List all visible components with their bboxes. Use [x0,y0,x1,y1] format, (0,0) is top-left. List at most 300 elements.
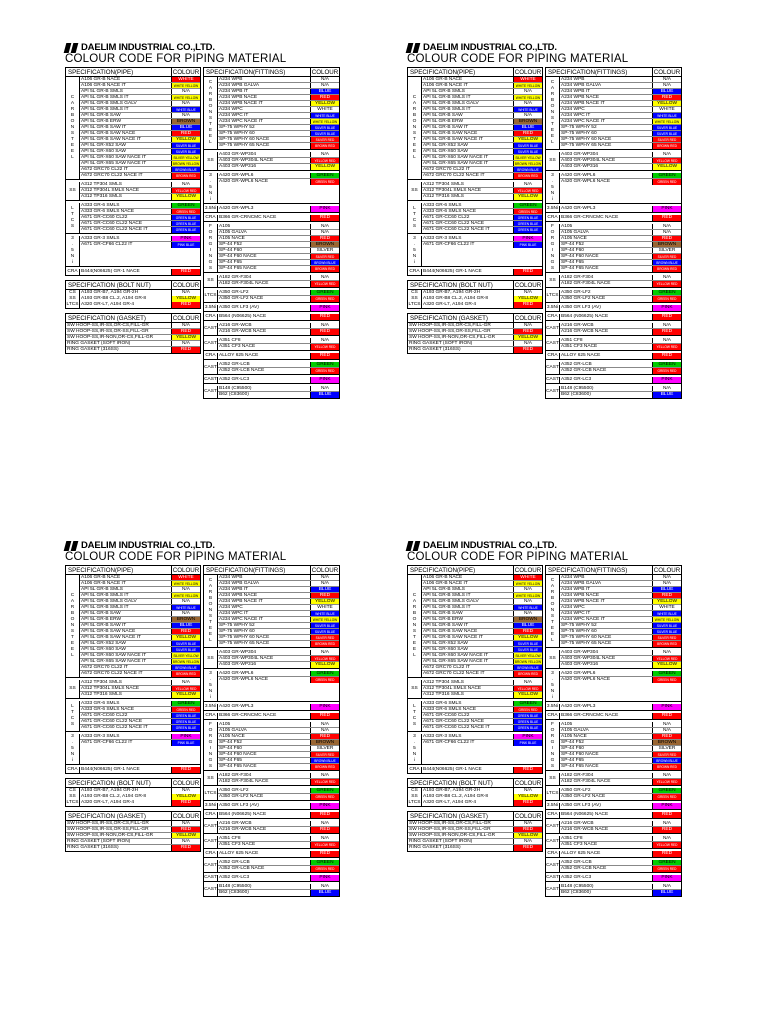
spec-cell: A403 GR-WP304 [219,152,257,157]
colour-cell: N/A [310,821,339,826]
colour-cell: PINK [652,206,681,212]
fittings-table [545,67,682,399]
side-letter: B [412,113,417,118]
table-row [422,800,542,806]
spec-cell: SW HOOP-SS,IR-SS,OR-SS,FILL-GR [409,329,491,334]
spec-group [204,77,339,149]
colour-cell: BROWN RED [513,671,542,677]
group-side-label [408,236,421,266]
spec-cell: A216 GR-WCB [561,323,594,328]
side-letter: N [550,110,555,115]
colour-header: COLOUR [172,567,200,574]
spec-cell: SP-44 F65 NACE [561,266,599,271]
spec-cell: A312 TP304L SMLS NACE [423,686,482,691]
colour-cell: N/A [310,836,339,841]
spec-cell: SP-75 WPHY 60 NACE [561,137,612,142]
spec-cell: A105 GALVA [561,230,589,235]
table-row [560,827,681,833]
colour-cell: GREEN [310,290,339,295]
colour-cell: GREEN RED [171,707,200,712]
spec-cell: A671 GR-CC60 CL22 [81,215,128,220]
spec-cell: B62 (C83600) [561,392,591,397]
colour-cell: N/A [171,680,200,685]
spec-cell: SP-44 F65 [219,260,242,265]
spec-cell: A234 WPB GALVA [561,581,602,586]
colour-cell: YELLOW [513,296,542,302]
colour-cell: GREEN BLUE [513,221,542,226]
colour-cell: YELLOW [171,137,200,142]
spec-cell: A106 GR-B NACE IT [81,83,126,88]
spec-cell: A234 WPC IT [219,113,249,118]
table-row [560,164,681,170]
side-letter: E [208,134,213,139]
colour-cell: RED [652,827,681,833]
group-side-label: SS [207,278,214,283]
group-rows [559,305,681,311]
spec-cell: A420 GR-WPL3 [219,206,254,211]
colour-cell: YELLOW [513,335,542,340]
spec-cell: A234 WPB IT [219,89,249,94]
colour-cell: GREEN [652,671,681,676]
spec-group [66,800,200,806]
spec-cell: SP-44 F60 [219,746,242,751]
table-row [560,764,681,770]
colour-cell: N/A [513,341,542,346]
spec-cell: A234 WPC [561,107,585,112]
side-letter: T [551,620,554,625]
spec-cell: A671 GR-CF66 CL22 IT [423,242,475,247]
table-row [218,827,339,833]
colour-cell: YELLOW RED [310,281,339,287]
colour-cell: YELLOW RED [310,842,339,848]
group-rows [559,377,681,383]
group-rows [217,275,339,287]
colour-cell: SILVER BLUE [652,125,681,130]
fittings-table [203,67,340,399]
bolt-nut-table [407,280,543,309]
gasket-table [65,811,201,852]
group-side-label [546,671,559,701]
company-logo-icon [407,43,420,53]
spec-cell: SP-44 F65 NACE [219,764,257,769]
spec-cell: RING GASKET (316SS) [409,845,461,850]
spec-group [408,302,542,308]
spec-cell: A234 WPC IT [561,611,591,616]
colour-cell: WHITE [652,107,681,112]
group-side-label: CRA [205,713,216,718]
group-rows [559,650,681,668]
table-row [218,677,339,683]
side-letter: . [209,179,212,184]
spec-cell: B564 (N06625) NACE [561,812,609,817]
colour-cell: N/A [171,821,200,826]
colour-cell: BROWN BLUE [513,665,542,670]
colour-cell: PINK [652,704,681,710]
spec-cell: API 5L GR-B SMLS IT [423,107,471,112]
side-letter: S [208,116,213,121]
block-title: SPECIFICATION(FITTINGS) [548,567,628,574]
side-letter: R [70,107,75,112]
table-row [422,242,542,248]
colour-cell: YELLOW [513,833,542,838]
colour-cell: PINK [652,377,681,383]
sheet-header [407,42,702,53]
colour-cell: N/A [310,83,339,88]
colour-cell: PINK [171,734,200,739]
colour-cell: WHITE YELLOW [513,593,542,598]
side-letter: N [208,254,213,259]
side-letter: E [412,143,417,148]
spec-cell: A420 GR-WPL6 NACE [219,179,269,184]
block-title: SPECIFICATION (BOLT NUT) [410,282,493,289]
side-letter: 5 [551,683,554,688]
side-letter: N [412,125,417,130]
pipe-table [407,67,543,276]
colour-cell: GREEN [310,671,339,676]
spec-group [204,224,339,272]
group-side-label: CAST [204,839,217,844]
spec-cell: A234 WPC NACE IT [219,119,263,124]
group-side-label: CAST [546,389,559,394]
gasket-table [407,313,543,354]
spec-group [66,767,200,773]
side-letter: N [208,191,213,196]
group-side-label: SS [69,188,76,193]
colour-cell: YELLOW [652,164,681,170]
group-side-label: CAST [546,365,559,370]
group-side-label: CS [69,788,76,793]
table-row [218,794,339,800]
spec-cell: A420 GR-WPL6 NACE [561,677,611,682]
colour-cell: N/A [171,587,200,592]
side-letter: E [208,632,213,637]
spec-group [546,152,681,170]
colour-cell: BROWN BLUE [652,758,681,763]
spec-group [204,305,339,311]
side-letter: . [413,242,416,247]
spec-cell: A182 GR-F304 [219,275,252,280]
colour-cell: GREEN BLUE [171,221,200,226]
side-letter: E [550,134,555,139]
group-side-label: CS [411,290,418,295]
block-title: SPECIFICATION (GASKET) [68,813,146,820]
spec-group [408,680,542,698]
group-side-label: 3.5Ni [546,305,559,310]
side-letter: R [208,236,213,241]
group-side-label: CRA [67,767,78,772]
group-rows [217,803,339,809]
group-rows [79,236,200,266]
colour-cell: WHITE YELLOW [310,617,339,622]
colour-cell: SILVER BLUE [513,149,542,154]
group-rows [421,767,542,773]
colour-cell: BROWN RED [171,173,200,179]
colour-cell: BROWN RED [310,764,339,770]
table-row [560,353,681,359]
side-letter: S [550,266,555,271]
sheet-columns [65,67,360,403]
table-row [422,269,542,275]
colour-cell: SILVER BLUE [652,629,681,634]
colour-cell: SILVER BLUE [652,131,681,136]
group-side-label: 3.5Ni [546,704,559,709]
side-letter: E [412,647,417,652]
group-rows [421,203,542,233]
spec-cell: A234 WPB NACE IT [561,101,605,106]
spec-group [546,860,681,872]
spec-cell: API 5L GR-X60 SAW [423,647,468,652]
spec-cell: A182 GR-F304L NACE [561,779,611,784]
side-letter: T [413,212,416,217]
fittings-table [545,565,682,897]
spec-cell: A351 CF3 NACE [561,344,598,349]
spec-cell: SP-44 F60 NACE [561,254,599,259]
side-letter: O [550,728,555,733]
spec-cell: SP-44 F60 NACE [561,752,599,757]
colour-cell: YELLOW [310,599,339,604]
spec-group [546,575,681,647]
colour-cell: N/A [652,83,681,88]
spec-cell: A671 GR-CC60 CL22 [81,713,128,718]
colour-cell: SILVER BLUE [310,629,339,634]
spec-cell: A234 WPC IT [561,113,591,118]
sheet-header [65,42,360,53]
spec-cell: A312 TP304L SMLS NACE [81,686,140,691]
spec-cell: API 5L GR-B SAW IT [423,125,469,130]
group-side-label [408,77,421,179]
group-side-label: 3.5Ni [204,803,217,808]
colour-cell: N/A [652,773,681,778]
group-side-label: CRA [547,812,558,817]
spec-cell: A351 CF3 NACE [219,842,256,847]
colour-cell: GREEN RED [652,179,681,185]
spec-cell: API 5L GR-B SAW [81,611,121,616]
spec-cell: A193 GR-B7, A194 GR-2H [423,290,481,295]
colour-cell: GREEN BLUE [513,719,542,724]
group-rows [559,671,681,701]
colour-cell: SILVER BLUE [310,131,339,136]
side-letter: T [71,635,74,640]
side-letter: C [412,716,417,721]
group-rows [217,860,339,872]
spec-cell: A105 [561,224,573,229]
colour-cell: GREEN BLUE [171,713,200,718]
table-row [408,845,542,851]
colour-cell: GREEN [652,788,681,793]
spec-cell: A234 WPB [561,575,585,580]
table-row [218,842,339,848]
spec-group [546,275,681,287]
table-row [422,227,542,233]
colour-cell: GREEN [652,290,681,295]
side-letter: E [412,149,417,154]
table-row [218,641,339,647]
spec-cell: ALLOY 625 NACE [219,851,259,856]
side-letter: R [550,92,555,97]
group-rows [421,236,542,266]
colour-cell: WHITE BLUE [171,107,200,112]
side-letter: S [70,722,75,727]
side-letter: E [70,149,75,154]
group-side-label: LTCS [408,302,421,307]
table-row [218,353,339,359]
side-letter: S [70,224,75,229]
company-logo-icon [407,541,420,551]
colour-cell: BROWN BLUE [513,167,542,172]
group-rows [66,821,200,851]
table-row [560,281,681,287]
side-letter: I [551,746,554,751]
table-row [218,206,339,212]
spec-cell: A106 GR-B NACE IT [423,581,468,586]
group-rows [217,152,339,170]
colour-cell: N/A [171,101,200,106]
spec-group [408,800,542,806]
colour-cell: RED [171,827,200,832]
side-letter: F [209,722,212,727]
group-side-label: CS [411,788,418,793]
colour-cell: RED [652,713,681,719]
colour-cell: N/A [513,290,542,296]
group-side-label: CRA [547,215,558,220]
spec-cell: A193 GR-B8 CL.2, A194 GR-8 [81,794,147,799]
spec-cell: A352 GR-LCB [561,362,592,367]
spec-cell: API 5L GR-B SAW IT [423,623,469,628]
spec-group [66,734,200,764]
gasket-table [407,811,543,852]
side-letter: B [208,596,213,601]
side-letter: 3 [551,671,554,676]
colour-cell: YELLOW [310,101,339,106]
colour-cell: WHITE BLUE [310,611,339,616]
group-rows [559,821,681,833]
side-letter: G [208,260,213,265]
group-side-label: 3.5Ni [204,704,217,709]
group-side-label: CS [69,290,76,295]
spec-cell: SP-44 F60 [561,248,584,253]
side-letter: C [208,578,213,583]
colour-cell: WHITE BLUE [513,605,542,610]
colour-cell: PINK [513,734,542,739]
group-rows [421,302,542,308]
spec-cell: A333 GR-6 SMLS NACE [423,209,477,214]
colour-cell: YELLOW RED [171,686,200,691]
block-title: SPECIFICATION (GASKET) [410,813,488,820]
side-letter: N [70,752,75,757]
spec-cell: B444(N06625) GR-1 NACE [423,767,482,772]
spec-group [204,314,339,320]
group-side-label: SS [549,278,556,283]
group-side-label: LTCS [204,791,217,796]
group-rows [217,206,339,212]
spec-cell: A352 GR-LCB [219,362,250,367]
group-side-label [546,173,559,203]
table-row [80,173,200,179]
table-row [560,329,681,335]
table-row [218,875,339,881]
side-letter: L [71,653,74,658]
side-letter: E [412,641,417,646]
colour-cell: YELLOW RED [310,779,339,785]
spec-cell: API 5L GR-B ERW [423,617,463,622]
spec-cell: RING GASKET (SOFT IRON) [409,839,473,844]
colour-cell: RED [652,236,681,241]
group-side-label: CRA [409,767,420,772]
side-letter: E [550,626,555,631]
spec-group [66,680,200,698]
group-side-label: CAST [546,341,559,346]
left-column [407,67,543,403]
colour-cell: GREEN RED [652,794,681,800]
colour-cell: RED [513,827,542,832]
left-column [65,565,201,901]
group-side-label: CRA [205,314,216,319]
colour-header: COLOUR [172,780,200,787]
block-header [204,68,339,77]
right-column [203,67,340,403]
colour-cell: N/A [652,650,681,655]
colour-cell: GREEN [513,701,542,706]
colour-cell: N/A [171,788,200,794]
spec-cell: API 5L GR-B ERW [423,119,463,124]
table-row [80,302,200,308]
table-row [218,344,339,350]
group-side-label: CRA [205,215,216,220]
colour-cell: GREEN BLUE [513,227,542,233]
side-letter: B [70,113,75,118]
colour-cell: RED [310,812,339,818]
spec-cell: API 5L GR-B SMLS IT [423,605,471,610]
group-rows [559,803,681,809]
colour-cell: YELLOW [171,833,200,838]
side-letter: N [70,623,75,628]
group-rows [559,362,681,374]
side-letter: E [550,632,555,637]
spec-cell: A333 GR-6 SMLS [81,701,120,706]
spec-cell: A312 TP304 SMLS [81,182,122,187]
group-rows [559,290,681,302]
table-row [560,779,681,785]
side-letter: G [550,740,555,745]
spec-cell: SW HOOP-SS,IR-NON,OR-CS,FILL-GR [67,833,154,838]
group-rows [559,323,681,335]
group-side-label: CRA [67,269,78,274]
colour-cell: YELLOW RED [310,158,339,163]
colour-cell: SILVER YELLOW [171,653,200,658]
sheet-header [407,540,702,551]
group-side-label [546,722,559,770]
spec-group [204,788,339,800]
side-letter: G [208,740,213,745]
spec-cell: A351 CF3 NACE [219,344,256,349]
side-letter: S [412,722,417,727]
spec-cell: A671 GR-CC60 CL22 NACE IT [81,725,148,730]
spec-cell: API 5L GR-B SAW IT [81,125,127,130]
colour-cell: N/A [310,581,339,586]
colour-cell: PINK [310,206,339,212]
block-title: SPECIFICATION(FITTINGS) [548,69,628,76]
block-title: SPECIFICATION(PIPE) [410,69,476,76]
spec-cell: A182 GR-F304 [219,773,252,778]
group-rows [217,224,339,272]
colour-cell: N/A [171,611,200,616]
side-letter: . [413,740,416,745]
spec-cell: B148 (C95500) [219,884,252,889]
spec-cell: SP-75 WPHY 52 [219,623,255,628]
spec-cell: A350 GR-LF2 [219,788,249,793]
spec-cell: B444(N06625) GR-1 NACE [81,269,140,274]
colour-cell: N/A [513,599,542,604]
